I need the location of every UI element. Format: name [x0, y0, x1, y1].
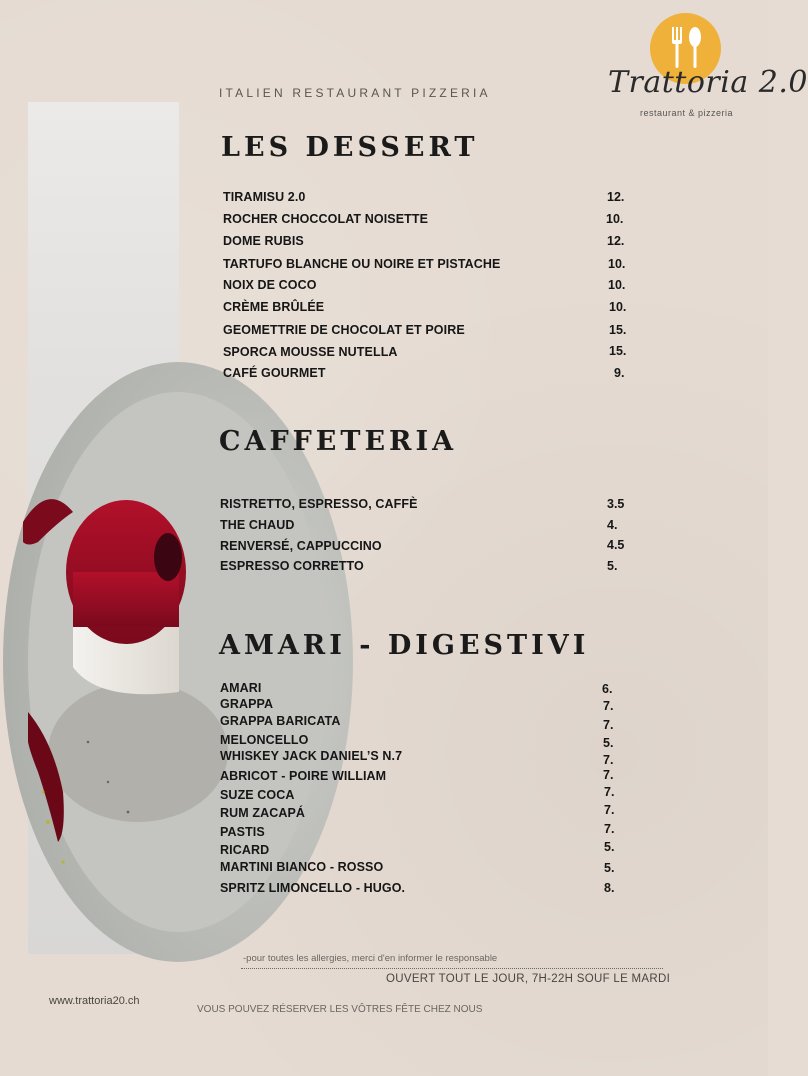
dessert-item-price: 9.	[614, 366, 625, 380]
section-title-desserts: LES DESSERT	[221, 132, 479, 163]
caffeteria-item-name: RISTRETTO, ESPRESSO, CAFFÈ	[220, 497, 418, 511]
amari-item-name: PASTIS	[220, 825, 265, 839]
reservation-note: VOUS POUVEZ RÉSERVER LES VÔTRES FÊTE CHEZ NOUS	[197, 1004, 483, 1015]
fork-icon	[672, 27, 682, 68]
amari-item-price: 7.	[603, 718, 614, 732]
caffeteria-item-price: 5.	[607, 559, 618, 573]
amari-item-name: SUZE COCA	[220, 788, 295, 802]
restaurant-tagline: ITALIEN RESTAURANT PIZZERIA	[219, 86, 491, 100]
amari-item-price: 6.	[602, 682, 613, 696]
caffeteria-item-name: RENVERSÉ, CAPPUCCINO	[220, 539, 382, 553]
footer-divider	[241, 968, 663, 969]
opening-hours: OUVERT TOUT LE JOUR, 7H-22H SOUF LE MARDI	[386, 973, 671, 985]
dessert-item-name: CAFÉ GOURMET	[223, 366, 326, 380]
logo-name: Trattoria 2.0	[608, 65, 808, 100]
amari-item-name: MARTINI BIANCO - ROSSO	[220, 860, 384, 874]
amari-item-price: 7.	[604, 785, 615, 799]
spoon-icon	[689, 27, 701, 68]
dessert-item-price: 10.	[606, 212, 624, 226]
amari-item-name: RUM ZACAPÁ	[220, 806, 306, 820]
dessert-item-name: CRÈME BRÛLÉE	[223, 300, 325, 314]
amari-item-name: SPRITZ LIMONCELLO - HUGO.	[220, 881, 406, 895]
logo-subtitle: restaurant & pizzeria	[640, 108, 734, 118]
restaurant-logo	[606, 10, 808, 125]
allergy-note: -pour toutes les allergies, merci d'en informer le responsable	[243, 953, 498, 964]
amari-item-name: ABRICOT - POIRE WILLIAM	[220, 769, 387, 783]
caffeteria-item-price: 4.	[607, 518, 618, 532]
dessert-item-name: GEOMETTRIE DE CHOCOLAT ET POIRE	[223, 323, 465, 337]
amari-item-name: MELONCELLO	[220, 733, 309, 747]
amari-item-price: 8.	[604, 881, 615, 895]
amari-item-price: 7.	[603, 768, 614, 782]
dessert-item-price: 12.	[607, 234, 625, 248]
dessert-item-name: NOIX DE COCO	[223, 278, 317, 292]
section-title-caffeteria: CAFFETERIA	[219, 426, 458, 457]
dessert-item-price: 12.	[607, 190, 625, 204]
amari-item-name: GRAPPA	[220, 697, 274, 711]
amari-item-name: RICARD	[220, 843, 270, 857]
amari-item-name: WHISKEY JACK DANIEL’S N.7	[220, 749, 403, 763]
dessert-item-name: DOME RUBIS	[223, 234, 304, 248]
dessert-item-name: TARTUFO BLANCHE OU NOIRE ET PISTACHE	[223, 257, 501, 271]
section-title-amari: AMARI - DIGESTIVI	[219, 630, 590, 661]
amari-item-name: AMARI	[220, 681, 262, 695]
amari-item-price: 7.	[604, 822, 615, 836]
dessert-item-name: SPORCA MOUSSE NUTELLA	[223, 345, 398, 359]
amari-item-price: 7.	[604, 803, 615, 817]
website-link[interactable]: www.trattoria20.ch	[49, 995, 140, 1007]
caffeteria-item-name: ESPRESSO CORRETTO	[220, 559, 364, 573]
dessert-item-price: 10.	[608, 278, 626, 292]
amari-item-price: 7.	[603, 699, 614, 713]
dessert-item-price: 10.	[608, 257, 626, 271]
dessert-item-name: ROCHER CHOCCOLAT NOISETTE	[223, 212, 429, 226]
dessert-photo	[28, 102, 179, 954]
amari-item-price: 7.	[603, 753, 614, 767]
amari-item-price: 5.	[603, 736, 614, 750]
dessert-item-price: 15.	[609, 344, 627, 358]
caffeteria-item-name: THE CHAUD	[220, 518, 295, 532]
amari-item-name: GRAPPA BARICATA	[220, 714, 341, 728]
caffeteria-item-price: 4.5	[607, 538, 625, 552]
dessert-item-price: 10.	[609, 300, 627, 314]
dessert-item-price: 15.	[609, 323, 627, 337]
amari-item-price: 5.	[604, 840, 615, 854]
caffeteria-item-price: 3.5	[607, 497, 625, 511]
amari-item-price: 5.	[604, 861, 615, 875]
dessert-item-name: TIRAMISU 2.0	[223, 190, 306, 204]
